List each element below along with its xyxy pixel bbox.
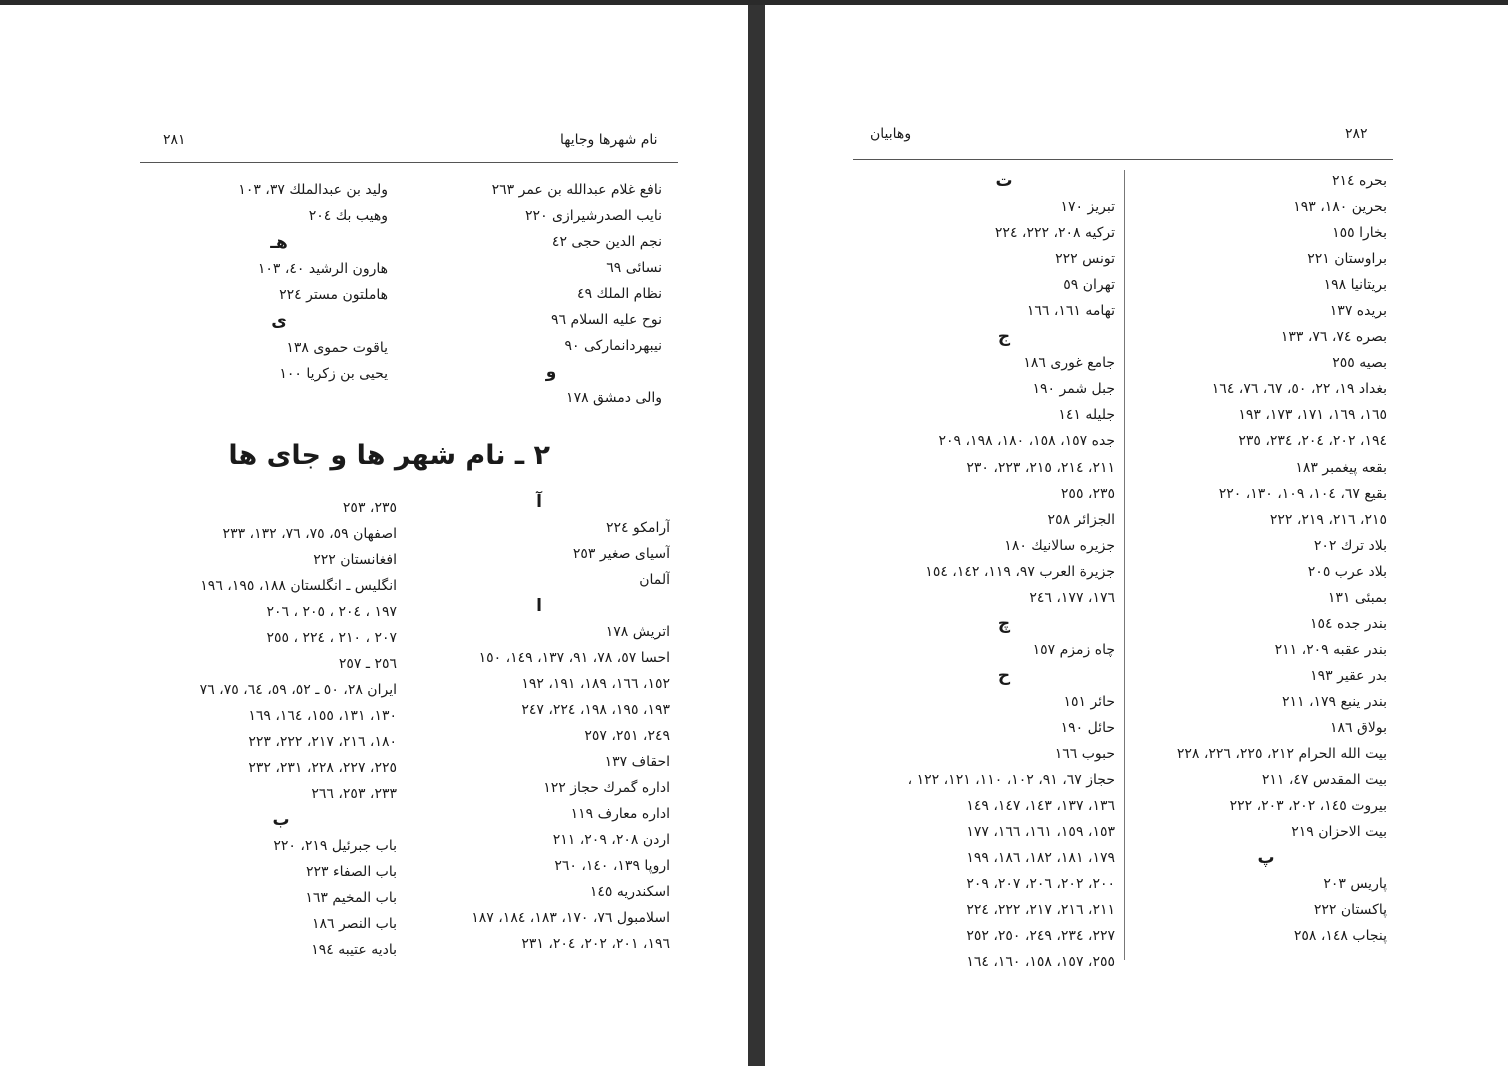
index-entry: تهامه ١٦١، ١٦٦ [1026, 303, 1115, 320]
index-letter-heading: ا [536, 596, 542, 616]
index-entry: بيت الاحزان ٢١٩ [1291, 824, 1387, 841]
index-entry: بمبئى ١٣١ [1327, 589, 1387, 606]
index-entry: ٢٤٩، ٢٥١، ٢٥٧ [584, 728, 670, 744]
index-entry: نجم الدين حجى ٤٢ [551, 234, 662, 250]
index-letter-heading: ب [272, 810, 290, 830]
index-entry: ١٨٠، ٢١٦، ٢١٧، ٢٢٢، ٢٢٣ [248, 734, 397, 750]
index-entry: ٢١١، ٢١٤، ٢١٥، ٢٢٣، ٢٣٠ [966, 459, 1115, 476]
index-entry: اسكندريه ١٤٥ [589, 884, 670, 900]
index-entry: ايران ٢٨، ٥٠ ـ ٥٢، ٥٩، ٦٤، ٧٥، ٧٦ [199, 682, 397, 698]
page-281 [0, 5, 748, 1066]
index-entry: ٢٥٥، ١٥٧، ١٥٨، ١٦٠، ١٦٤ [966, 954, 1115, 971]
page-number: ٢٨٢ [1345, 126, 1368, 142]
index-entry: ٢٣٥، ٢٥٥ [1060, 485, 1115, 502]
index-entry: ٢١١، ٢١٦، ٢١٧، ٢٢٢، ٢٢٤ [966, 902, 1115, 919]
index-entry: بيت الله الحرام ٢١٢، ٢٢٥، ٢٢٦، ٢٢٨ [1176, 746, 1387, 763]
index-letter-heading: ج [997, 327, 1011, 348]
index-entry: بصره ٧٤، ٧٦، ١٣٣ [1280, 329, 1387, 346]
running-head: نام شهرها وجايها [560, 132, 658, 148]
index-entry: تبريز ١٧٠ [1060, 199, 1115, 216]
index-entry: باب المخيم ١٦٣ [305, 890, 397, 906]
index-entry: نيبهردانماركى ٩٠ [564, 338, 662, 354]
index-entry: بريتانيا ١٩٨ [1323, 277, 1387, 294]
index-entry: ١٦٥، ١٦٩، ١٧١، ١٧٣، ١٩٣ [1238, 407, 1387, 424]
header-rule [853, 159, 1393, 160]
index-entry: بيروت ١٤٥، ٢٠٢، ٢٠٣، ٢٢٢ [1229, 798, 1387, 815]
index-entry: نسائى ٦٩ [606, 260, 662, 276]
index-column-right [1145, 168, 1387, 949]
index-entry: تركيه ٢٠٨، ٢٢٢، ٢٢٤ [994, 225, 1115, 242]
running-head: وهابيان [870, 126, 912, 142]
index-entry: نظام الملك ٤٩ [577, 286, 662, 302]
index-entry: بصيه ٢٥٥ [1332, 355, 1387, 372]
index-entry: اسلامبول ٧٦، ١٧٠، ١٨٣، ١٨٤، ١٨٧ [471, 910, 670, 926]
index-entry: نوح عليه السلام ٩٦ [551, 312, 662, 328]
index-entry: بريده ١٣٧ [1329, 303, 1387, 320]
index-entry: اصفهان ٥٩، ٧٥، ٧٦، ١٣٢، ٢٣٣ [222, 526, 397, 542]
index-entry: هاملتون مستر ٢٢٤ [279, 287, 388, 304]
index-entry: ١٩٧ ، ٢٠٤ ، ٢٠٥ ، ٢٠٦ [266, 604, 397, 620]
index-letter-heading: آ [536, 492, 542, 512]
index-entry: بدر عقير ١٩٣ [1310, 667, 1387, 684]
index-entry: ١٥٢، ١٦٦، ١٨٩، ١٩١، ١٩٢ [521, 676, 670, 692]
index-entry: ٢٣٣، ٢٥٣، ٢٦٦ [311, 786, 397, 802]
index-entry: پنجاب ١٤٨، ٢٥٨ [1293, 928, 1387, 945]
index-entry: براوستان ٢٢١ [1307, 251, 1387, 268]
index-letter-heading: و [545, 362, 557, 382]
index-letter-heading: ح [997, 665, 1011, 686]
index-entry: ٢٥٦ ـ ٢٥٧ [338, 656, 397, 672]
page-number: ٢٨١ [163, 132, 186, 148]
page-282 [765, 5, 1508, 1066]
index-entry: الجزائر ٢٥٨ [1047, 511, 1115, 528]
index-entry: آلمان [639, 572, 670, 588]
index-entry: يحيى بن زكريا ١٠٠ [279, 366, 388, 383]
index-entry: ٢١٥، ٢١٦، ٢١٩، ٢٢٢ [1269, 511, 1387, 528]
index-entry: بحرين ١٨٠، ١٩٣ [1293, 199, 1387, 216]
index-column-top-right [440, 177, 662, 411]
index-entry: اردن ٢٠٨، ٢٠٩، ٢١١ [552, 832, 670, 848]
index-entry: بخارا ١٥٥ [1332, 225, 1387, 242]
index-entry: پاكستان ٢٢٢ [1313, 902, 1387, 919]
index-entry: ٢٠٠، ٢٠٢، ٢٠٦، ٢٠٧، ٢٠٩ [966, 876, 1115, 893]
index-entry: وليد بن عبدالملك ٣٧، ١٠٣ [238, 182, 388, 198]
index-entry: جبل شمر ١٩٠ [1032, 381, 1115, 398]
index-entry: باديه عتيبه ١٩٤ [311, 942, 397, 958]
index-entry: اداره معارف ١١٩ [570, 806, 670, 822]
index-entry: بقيع ٦٧، ١٠٤، ١٠٩، ١٣٠، ٢٢٠ [1218, 485, 1387, 502]
index-entry: ٢٢٥، ٢٢٧، ٢٢٨، ٢٣١، ٢٣٢ [248, 760, 397, 776]
index-column-bottom-right [408, 489, 670, 957]
index-entry: جده ١٥٧، ١٥٨، ١٨٠، ١٩٨، ٢٠٩ [938, 433, 1115, 450]
index-entry: ١٣٠، ١٣١، ١٥٥، ١٦٤، ١٦٩ [248, 708, 397, 724]
index-entry: بلاد ترك ٢٠٢ [1313, 537, 1387, 554]
index-entry: افغانستان ٢٢٢ [313, 552, 397, 568]
index-entry: بولاق ١٨٦ [1330, 719, 1387, 736]
index-entry: جزيرة العرب ٩٧، ١١٩، ١٤٢، ١٥٤ [925, 563, 1115, 580]
index-entry: ١٧٩، ١٨١، ١٨٢، ١٨٦، ١٩٩ [966, 850, 1115, 867]
index-entry: ١٩٦، ٢٠١، ٢٠٢، ٢٠٤، ٢٣١ [521, 936, 670, 952]
index-entry: ٢٠٧ ، ٢١٠ ، ٢٢٤ ، ٢٥٥ [266, 630, 397, 646]
index-entry: احقاف ١٣٧ [604, 754, 670, 770]
index-entry: بلاد عرب ٢٠٥ [1307, 563, 1387, 580]
index-column-left [893, 168, 1115, 975]
index-entry: حبوب ١٦٦ [1054, 746, 1115, 763]
index-entry: بندر ينبع ١٧٩، ٢١١ [1281, 693, 1387, 710]
index-entry: ١٩٣، ١٩٥، ١٩٨، ٢٢٤، ٢٤٧ [521, 702, 670, 718]
index-entry: حجاز ٦٧، ٩١، ١٠٢، ١١٠، ١٢١، ١٢٢ ، [907, 772, 1115, 789]
index-entry: باب النصر ١٨٦ [311, 916, 397, 932]
index-entry: نايب الصدرشيرازى ٢٢٠ [525, 208, 662, 224]
index-entry: نافع غلام عبدالله بن عمر ٢٦٣ [491, 182, 662, 198]
index-entry: تونس ٢٢٢ [1055, 251, 1115, 268]
header-rule [140, 162, 678, 163]
index-column-top-left [170, 177, 388, 387]
index-entry: اداره گمرك حجاز ١٢٢ [543, 780, 670, 796]
index-entry: ١٩٤، ٢٠٢، ٢٠٤، ٢٣٤، ٢٣٥ [1238, 433, 1387, 450]
column-divider [1124, 170, 1125, 960]
index-entry: احسا ٥٧، ٧٨، ٩١، ١٣٧، ١٤٩، ١٥٠ [478, 650, 670, 666]
index-letter-heading: پ [1257, 848, 1275, 869]
index-entry: آسياى صغير ٢٥٣ [572, 546, 670, 562]
index-entry: چاه زمزم ١٥٧ [1032, 641, 1115, 658]
index-letter-heading: ت [995, 171, 1013, 191]
index-entry: حائر ١٥١ [1063, 693, 1115, 710]
index-entry: جليله ١٤١ [1058, 407, 1115, 424]
index-entry: ١٣٦، ١٣٧، ١٤٣، ١٤٧، ١٤٩ [966, 798, 1115, 815]
index-entry: بيت المقدس ٤٧، ٢١١ [1261, 772, 1387, 789]
index-column-bottom-left [165, 495, 397, 963]
index-entry: ١٥٣، ١٥٩، ١٦١، ١٦٦، ١٧٧ [966, 824, 1115, 841]
index-letter-heading: هـ [270, 232, 288, 253]
index-entry: بندر جده ١٥٤ [1309, 615, 1387, 632]
index-entry: پاريس ٢٠٣ [1323, 876, 1387, 893]
page-gutter [748, 5, 765, 1066]
index-letter-heading: چ [997, 613, 1011, 634]
index-entry: ١٧٦، ١٧٧، ٢٤٦ [1029, 589, 1115, 606]
index-entry: ياقوت حموى ١٣٨ [286, 339, 388, 356]
index-letter-heading: ى [271, 311, 287, 332]
index-entry: بحره ٢١٤ [1331, 173, 1387, 189]
index-entry: جامع غورى ١٨٦ [1023, 355, 1115, 372]
index-entry: حائل ١٩٠ [1060, 719, 1115, 736]
index-entry: هارون الرشيد ٤٠، ١٠٣ [257, 260, 388, 277]
index-entry: بقعه پيغمبر ١٨٣ [1295, 459, 1387, 476]
index-entry: ٢٢٧، ٢٣٤، ٢٤٩، ٢٥٠، ٢٥٢ [966, 928, 1115, 945]
index-entry: انگليس ـ انگلستان ١٨٨، ١٩٥، ١٩٦ [200, 578, 397, 594]
index-entry: بغداد ١٩، ٢٢، ٥٠، ٦٧، ٧٦، ١٦٤ [1211, 381, 1387, 398]
index-entry: ٢٣٥، ٢٥٣ [342, 500, 397, 516]
index-entry: تهران ٥٩ [1063, 277, 1115, 294]
index-entry: اروپا ١٣٩، ١٤٠، ٢٦٠ [554, 858, 670, 874]
section-title: ٢ ـ نام شهر ها و جاى ها [228, 440, 550, 471]
index-entry: باب جبرئيل ٢١٩، ٢٢٠ [273, 838, 397, 854]
index-entry: جزيره سالانيك ١٨٠ [1004, 537, 1115, 554]
index-entry: بندر عقبه ٢٠٩، ٢١١ [1274, 641, 1387, 658]
index-entry: باب الصفاء ٢٢٣ [305, 864, 397, 880]
index-entry: وهيب بك ٢٠٤ [308, 208, 388, 225]
index-entry: آرامكو ٢٢٤ [605, 520, 670, 536]
index-entry: والى دمشق ١٧٨ [566, 390, 662, 406]
index-entry: اتريش ١٧٨ [605, 624, 670, 640]
